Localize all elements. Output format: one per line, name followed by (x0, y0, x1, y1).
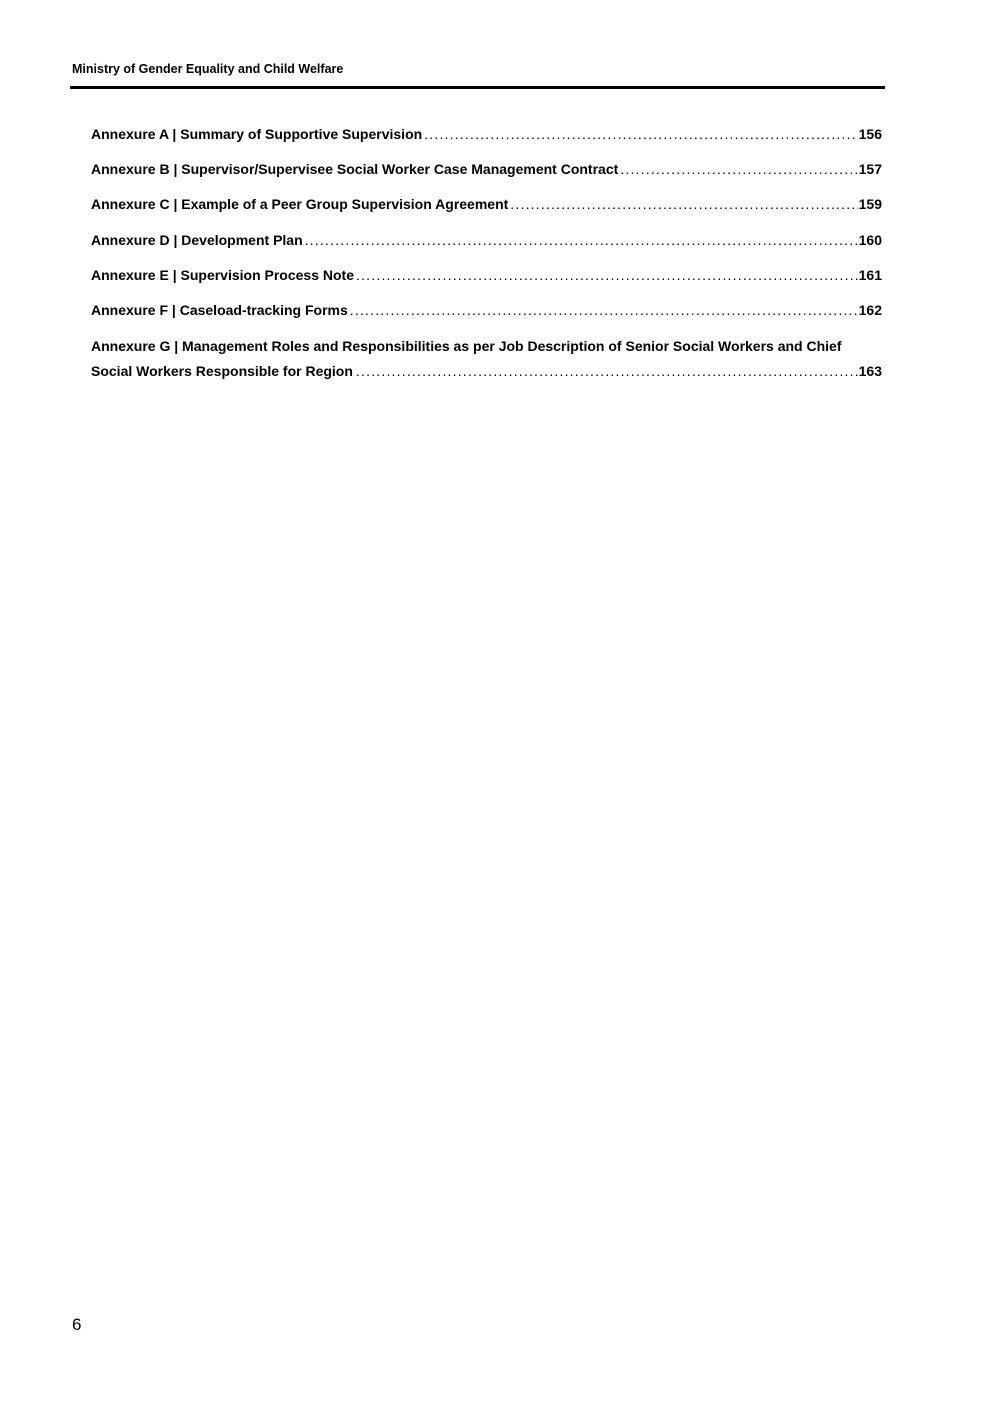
toc-entry-page: 161 (858, 266, 882, 283)
running-header: Ministry of Gender Equality and Child Welfare (72, 62, 344, 76)
dot-leader (510, 193, 857, 215)
toc-entry-label: Annexure B | Supervisor/Supervisee Social Worker Case Management Contract (91, 161, 619, 178)
dot-leader (620, 158, 857, 180)
toc-entry-line2 (91, 359, 882, 384)
dot-leader (356, 264, 858, 286)
toc-entry-label: Annexure F | Caseload-tracking Forms (91, 301, 348, 318)
toc-entry-annexure-d[interactable] (91, 229, 882, 251)
toc-entry-page: 160 (858, 231, 882, 248)
page-number: 6 (72, 1315, 82, 1334)
toc-entry-label-line1: Annexure G | Management Roles and Responsibilities as per Job Description of Senior Social Workers and Chief (91, 338, 842, 355)
table-of-contents (91, 123, 882, 384)
toc-entry-label: Annexure C | Example of a Peer Group Supervision Agreement (91, 196, 509, 213)
toc-entry-page: 162 (858, 301, 882, 318)
toc-entry-page: 163 (858, 363, 882, 380)
dot-leader (305, 229, 858, 251)
toc-entry-label-line2: Social Workers Responsible for Region (91, 363, 353, 380)
toc-entry-annexure-e[interactable] (91, 264, 882, 286)
toc-entry-page: 157 (858, 161, 882, 178)
dot-leader (350, 299, 858, 321)
toc-entry-page: 159 (858, 196, 882, 213)
header-divider (70, 86, 885, 89)
dot-leader (353, 359, 859, 384)
toc-entry-annexure-g[interactable] (91, 334, 882, 384)
dot-leader (424, 123, 857, 145)
toc-entry-annexure-a[interactable] (91, 123, 882, 145)
toc-entry-annexure-b[interactable] (91, 158, 882, 180)
toc-entry-page: 156 (858, 126, 882, 142)
toc-entry-annexure-c[interactable] (91, 193, 882, 215)
toc-entry-annexure-f[interactable] (91, 299, 882, 321)
toc-entry-label: Annexure A | Summary of Supportive Supervision (91, 126, 423, 142)
toc-entry-label: Annexure D | Development Plan (91, 231, 303, 248)
toc-entry-label: Annexure E | Supervision Process Note (91, 266, 354, 283)
